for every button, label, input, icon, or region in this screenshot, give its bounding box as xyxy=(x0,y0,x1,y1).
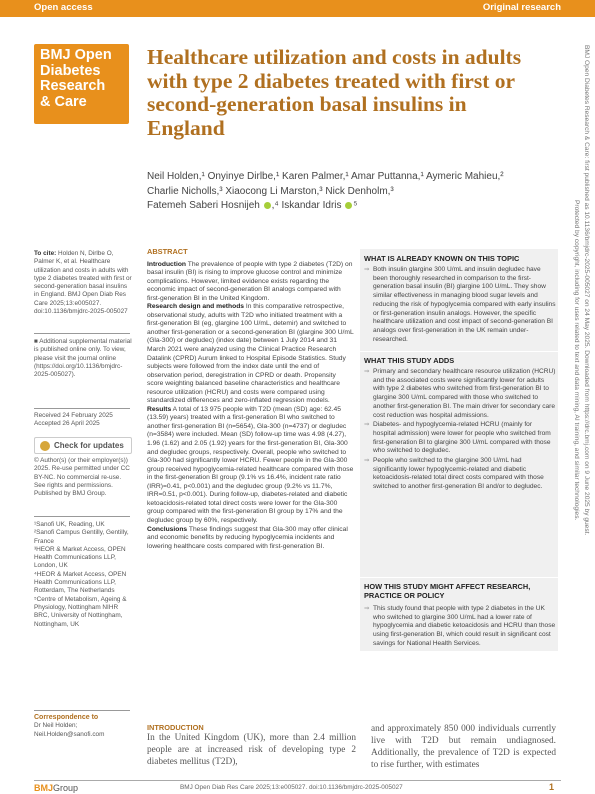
license-note: © Author(s) (or their employer(s)) 2025. Re-use permitted under CC BY-NC. No commercial re-use. See rights and permissions. Published by BMJ Group. xyxy=(34,457,130,498)
logo-line: Diabetes xyxy=(40,62,101,79)
list-item: ⇒ Both insulin glargine 300 U/mL and insulin degludec have been thoroughly researched in comparison to the first-generation basal insulin (BI) glargine 100 U/mL. They show similar effectiveness in managing blood sugar levels and reducing the risk of hypoglycemia compared with early insulins or first-generation insulin analogs. However, the specific healthcare utilization and cost impact of second-generation BI analogs over first-generation in the UK remain under-researched. xyxy=(364,266,556,344)
known-heading: WHAT IS ALREADY KNOWN ON THIS TOPIC xyxy=(364,254,520,263)
known-list xyxy=(364,266,556,345)
abstract-text: These findings suggest that Gla-300 may offer clinical and economic benefits by reducing hypoglycemia incidents and lowering healthcare costs compared with first-generation BI. xyxy=(147,525,348,550)
author-line: Neil Holden,¹ Onyinye Dirlbe,¹ Karen Palmer,¹ Amar Puttanna,¹ Aymeric Mahieu,² xyxy=(147,171,504,182)
group-wordmark: Group xyxy=(53,783,79,793)
received-date: Received 24 February 2025 xyxy=(34,412,113,419)
divider xyxy=(360,351,558,352)
affiliation: ³HEOR & Market Access, OPEN Health Communications LLP, London, UK xyxy=(34,545,126,570)
list-item: ⇒ Diabetes- and hypoglycemia-related HCRU (mainly for hospital admission) were lower for people who switched from first-generation BI to glargine 300 U/mL compared with those who switched to degludec. xyxy=(364,421,556,456)
abstract-label: Results xyxy=(147,405,172,413)
correspondence-name: Dr Neil Holden; xyxy=(34,722,78,730)
introduction-col2: and approximately 850 000 individuals currently live with T2D but remain undiagnosed. Additionally, the prevalence of T2D is expected to rise further, with estimates xyxy=(371,724,556,770)
affect-list xyxy=(364,605,556,650)
update-icon xyxy=(40,441,50,451)
affiliation: ²Sanofi Campus Gentilly, Gentilly, France xyxy=(34,529,129,545)
dates-block xyxy=(34,412,132,429)
cite-block xyxy=(34,250,132,316)
adds-heading: WHAT THIS STUDY ADDS xyxy=(364,356,455,365)
divider xyxy=(34,333,130,334)
vertical-publication-note: BMJ Open Diabetes Research & Care: first published as 10.1136/bmjdrc-2025-005027 on 24 May 2025. Downloaded from https://drc.bmj.com on 9 June 2025 by guest. xyxy=(583,45,590,536)
introduction-col1: In the United Kingdom (UK), more than 2.4 million people are at increased risk of developing type 2 diabetes mellitus (T2D), xyxy=(147,733,356,767)
orcid-icon[interactable] xyxy=(264,202,271,209)
cite-label: To cite: xyxy=(34,250,57,257)
vertical-copyright-note: Protected by copyright, including for uses related to text and data mining, AI training, and similar technologies. xyxy=(573,200,580,521)
list-item: ⇒ People who switched to the glargine 300 U/mL had significantly lower hypoglycemic-related and diabetic ketoacidosis-related total direct costs compared with those switched to another first-generation BI and/or to degludec. xyxy=(364,457,556,492)
abstract-text: The prevalence of people with type 2 diabetes (T2D) on basal insulin (BI) is rising to improve glucose control and minimize complications. However, limited evidence exists regarding the economic impact of second-generation BI analogs compared with first-generation BI in the United Kingdom. xyxy=(147,260,353,302)
divider xyxy=(34,408,130,409)
correspondence xyxy=(34,714,132,739)
abstract-text: In this comparative retrospective, observational study, adults with T2D who initiated treatment with a first-generation BI (eg, glargine 100 U/mL, detemir) and switched to another first-generation or a second-generation BI (glargine 300 U/mL (Gla-300) or degludec) (index date) between 1 July 2014 and 31 March 2021 were analyzed using the Clinical Practice Research Datalink (CPRD) Aurum linked to Hospital Episode Statistics. Study subjects were followed from the index date until the end of observation period, deregistration in CPRD or death. Propensity score weighting balanced baseline characteristics and healthcare resource utilization (HCRU) and costs were compared using standardized differences and zero-inflated regression models. xyxy=(147,303,354,405)
accepted-date: Accepted 26 April 2025 xyxy=(34,420,100,428)
header-bar xyxy=(0,0,595,17)
footer-citation: BMJ Open Diab Res Care 2025;13:e005027. doi:10.1136/bmjdrc-2025-005027 xyxy=(180,784,403,791)
abstract-label: Conclusions xyxy=(147,525,188,533)
adds-list xyxy=(364,368,556,493)
logo-line: BMJ Open xyxy=(40,47,112,63)
abstract-results xyxy=(147,406,354,526)
abstract-heading: ABSTRACT xyxy=(147,247,188,256)
supplemental-note[interactable]: ■ Additional supplemental material is published online only. To view, please visit the journal online (https://doi.org/10.1136/bmjdrc-2025-005027). xyxy=(34,338,132,379)
bmj-group-logo[interactable] xyxy=(34,783,78,793)
author-name: Fatemeh Saberi Hosnijeh xyxy=(147,200,260,211)
correspondence-label: Correspondence to xyxy=(34,714,99,721)
affiliation: ⁴HEOR & Market Access, OPEN Health Communications LLP, Rotterdam, The Netherlands xyxy=(34,570,127,595)
abstract-conclusions xyxy=(147,526,354,552)
author-name: ,⁴ Iskandar Idris xyxy=(271,200,342,211)
affiliation: ¹Sanofi UK, Reading, UK xyxy=(34,521,105,528)
correspondence-email[interactable]: Neil.Holden@sanofi.com xyxy=(34,730,105,738)
introduction-heading: INTRODUCTION xyxy=(147,723,204,732)
article-type-label: Original research xyxy=(482,2,561,13)
abstract-introduction xyxy=(147,261,354,304)
abstract-design xyxy=(147,303,354,406)
divider xyxy=(34,710,130,711)
abstract xyxy=(147,248,354,551)
affiliations xyxy=(34,521,132,629)
list-item: ⇒ This study found that people with type 2 diabetes in the UK who switched to glargine 300 U/mL had a lower rate of hypoglycemia and diabetic ketoacidosis and HCRU than those using first-generation BI, which could result in significant cost savings for National Health Services. xyxy=(364,605,556,649)
bmj-wordmark: BMJ xyxy=(34,783,54,793)
orcid-icon[interactable] xyxy=(345,202,352,209)
logo-line: & Care xyxy=(40,93,87,110)
abstract-label: Introduction xyxy=(147,260,187,268)
footer-divider xyxy=(34,780,561,781)
cite-text: Holden N, Dirlbe O, Palmer K, et al. Healthcare utilization and costs in adults with type 2 diabetes treated with first or second-generation basal insulins in England. BMJ Open Diab Res Care 2025;13:e005027. doi:10.1136/bmjdrc-2025-005027 xyxy=(34,250,132,316)
page-number: 1 xyxy=(549,782,555,792)
affiliation: ⁵Centre of Metabolism, Ageing & Physiology, Nottingham NIHR BRC, University of Nottingham, Nottingham, UK xyxy=(34,595,127,628)
divider xyxy=(34,516,130,517)
open-access-label: Open access xyxy=(34,2,93,13)
article-title: Healthcare utilization and costs in adults with type 2 diabetes treated with first or second-generation basal insulins in England xyxy=(147,45,522,140)
affiliation-mark: ⁵ xyxy=(353,200,358,211)
divider xyxy=(360,577,558,578)
affect-heading: HOW THIS STUDY MIGHT AFFECT RESEARCH, PRACTICE OR POLICY xyxy=(364,582,531,600)
author-list xyxy=(147,170,557,214)
author-line xyxy=(147,199,557,214)
check-for-updates-button[interactable] xyxy=(34,437,132,454)
abstract-text: A total of 13 975 people with T2D (mean (SD) age: 62.45 (13.59) years) treated with a first-generation BI who switched to another first-generation BI (n=5654), Gla-300 (n=4737) or degludec (n=3584) were included. Mean (SD) follow-up time was 4.98 (4.27), 1.96 (1.62) and 2.05 (1.92) years for the first-generation BI, Gla-300 and degludec groups, respectively. Overall, people who switched to Gla-300 had significantly lower HCRU. Fewer people in the Gla-300 group received hypoglycemia-related healthcare compared with those in the first-generation BI group (9.1% vs 16.4%, incident rate ratio (IRR)=0.41, p<0.001) and the degludec group (9.2% vs 11.7%, IRR=0.51, p<0.001). During follow-up, diabetes-related and diabetic ketoacidosis-related total direct costs were lower for the Gla-300 group compared with the first-generation BI group by 17% and the degludec group by 60%, respectively. xyxy=(147,405,354,524)
journal-logo[interactable] xyxy=(34,44,129,124)
abstract-label: Research design and methods xyxy=(147,303,244,311)
check-updates-label: Check for updates xyxy=(54,441,124,450)
author-line: Charlie Nicholls,³ Xiaocong Li Marston,³ Nick Denholm,³ xyxy=(147,185,394,197)
list-item: ⇒ Primary and secondary healthcare resource utilization (HCRU) and the associated costs were significantly lower for adults with type 2 diabetes who switched from first-generation BI to glargine 300 U/mL compared with those who switched to another first-generation BI. The main driver for secondary care cost reduction was hospital admissions. xyxy=(364,368,556,420)
logo-line: Research xyxy=(40,78,106,94)
